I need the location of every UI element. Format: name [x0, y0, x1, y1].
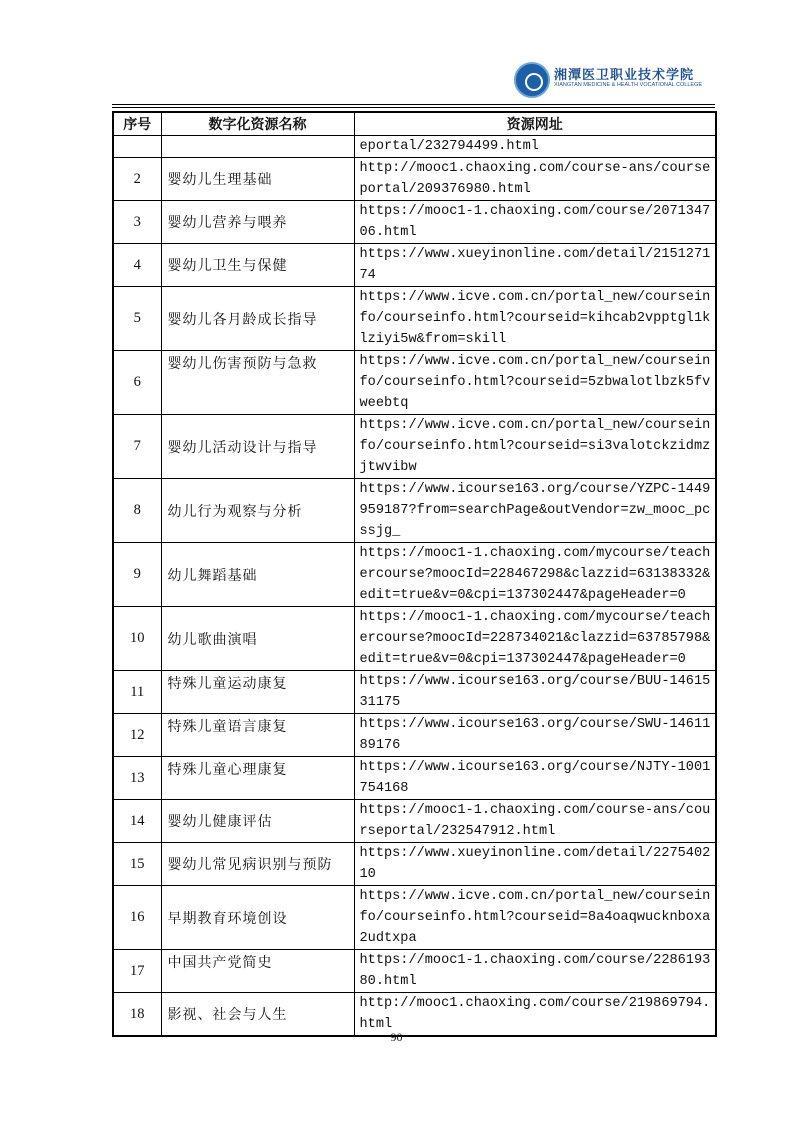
row-resource-name: 幼儿行为观察与分析 [161, 479, 354, 543]
table-row [113, 800, 716, 843]
college-name-en: XIANGTAN MEDICINE & HEALTH VOCATIONAL COLLEGE [554, 82, 703, 88]
row-index: 7 [113, 415, 161, 479]
row-resource-url: https://www.xueyinonline.com/detail/215127174 [354, 244, 716, 287]
row-resource-url: https://mooc1-1.chaoxing.com/mycourse/teachercourse?moocId=228467298&clazzid=63138332&edit=true&v=0&cpi=137302447&pageHeader=0 [354, 543, 716, 607]
row-resource-name: 幼儿歌曲演唱 [161, 607, 354, 671]
row-resource-url: eportal/232794499.html [354, 136, 716, 158]
table-row [113, 351, 716, 415]
row-resource-url: https://www.xueyinonline.com/detail/227540210 [354, 843, 716, 886]
row-resource-url: https://mooc1-1.chaoxing.com/course/207134706.html [354, 201, 716, 244]
row-resource-name: 幼儿舞蹈基础 [161, 543, 354, 607]
college-emblem-icon [514, 62, 550, 98]
row-index: 12 [113, 714, 161, 757]
row-resource-name: 婴幼儿活动设计与指导 [161, 415, 354, 479]
row-resource-name: 特殊儿童语言康复 [161, 714, 354, 757]
row-index: 18 [113, 993, 161, 1037]
table-row [113, 158, 716, 201]
row-resource-url: https://www.icourse163.org/course/NJTY-1001754168 [354, 757, 716, 800]
row-resource-url: https://www.icve.com.cn/portal_new/courseinfo/courseinfo.html?courseid=kihcab2vpptgl1klziyi5w&from=skill [354, 287, 716, 351]
row-resource-url: http://mooc1.chaoxing.com/course/219869794.html [354, 993, 716, 1037]
row-resource-name: 婴幼儿生理基础 [161, 158, 354, 201]
header-rule [112, 104, 715, 105]
row-resource-name [161, 136, 354, 158]
column-header-index: 序号 [113, 112, 161, 136]
row-index: 14 [113, 800, 161, 843]
column-header-name: 数字化资源名称 [161, 112, 354, 136]
table-row [113, 287, 716, 351]
resource-table [112, 111, 717, 1037]
row-resource-url: https://www.icve.com.cn/portal_new/courseinfo/courseinfo.html?courseid=8a4oaqwucknboxa2udtxpa [354, 886, 716, 950]
row-resource-name: 婴幼儿各月龄成长指导 [161, 287, 354, 351]
college-logo [514, 60, 703, 100]
row-resource-url: https://www.icourse163.org/course/BUU-1461531175 [354, 671, 716, 714]
table-row [113, 671, 716, 714]
row-index: 10 [113, 607, 161, 671]
table-row [113, 607, 716, 671]
row-index: 17 [113, 950, 161, 993]
table-row [113, 543, 716, 607]
row-index: 9 [113, 543, 161, 607]
row-index: 8 [113, 479, 161, 543]
row-resource-url: https://www.icourse163.org/course/SWU-1461189176 [354, 714, 716, 757]
row-index: 11 [113, 671, 161, 714]
row-index: 16 [113, 886, 161, 950]
row-resource-url: https://www.icourse163.org/course/YZPC-1449959187?from=searchPage&outVendor=zw_mooc_pcssjg_ [354, 479, 716, 543]
row-resource-url: https://www.icve.com.cn/portal_new/courseinfo/courseinfo.html?courseid=si3valotckzidmzjtwvibw [354, 415, 716, 479]
column-header-url: 资源网址 [354, 112, 716, 136]
row-index [113, 136, 161, 158]
table-row [113, 415, 716, 479]
row-resource-url: http://mooc1.chaoxing.com/course-ans/courseportal/209376980.html [354, 158, 716, 201]
row-resource-name: 婴幼儿健康评估 [161, 800, 354, 843]
row-index: 2 [113, 158, 161, 201]
row-resource-name: 早期教育环境创设 [161, 886, 354, 950]
row-resource-name: 婴幼儿营养与喂养 [161, 201, 354, 244]
row-resource-name: 特殊儿童心理康复 [161, 757, 354, 800]
row-resource-name: 影视、社会与人生 [161, 993, 354, 1037]
table-row [113, 479, 716, 543]
row-index: 3 [113, 201, 161, 244]
table-row [113, 886, 716, 950]
row-resource-url: https://mooc1-1.chaoxing.com/course-ans/courseportal/232547912.html [354, 800, 716, 843]
table-row [113, 843, 716, 886]
table-header-row [113, 112, 716, 136]
row-resource-name: 婴幼儿伤害预防与急救 [161, 351, 354, 415]
table-row [113, 714, 716, 757]
row-index: 4 [113, 244, 161, 287]
row-resource-name: 婴幼儿卫生与保健 [161, 244, 354, 287]
row-resource-name: 中国共产党简史 [161, 950, 354, 993]
row-resource-url: https://mooc1-1.chaoxing.com/mycourse/teachercourse?moocId=228734021&clazzid=63785798&edit=true&v=0&cpi=137302447&pageHeader=0 [354, 607, 716, 671]
row-index: 13 [113, 757, 161, 800]
row-resource-url: https://www.icve.com.cn/portal_new/courseinfo/courseinfo.html?courseid=5zbwalotlbzk5fvweebtq [354, 351, 716, 415]
page-number: 90 [390, 1030, 403, 1044]
header-rule-secondary [112, 107, 715, 108]
table-row-continuation [113, 136, 716, 158]
row-index: 15 [113, 843, 161, 886]
college-name-cn: 湘潭医卫职业技术学院 [554, 68, 695, 83]
row-index: 6 [113, 351, 161, 415]
row-resource-name: 特殊儿童运动康复 [161, 671, 354, 714]
table-row [113, 950, 716, 993]
row-resource-name: 婴幼儿常见病识别与预防 [161, 843, 354, 886]
table-row [113, 757, 716, 800]
table-row [113, 201, 716, 244]
row-resource-url: https://mooc1-1.chaoxing.com/course/228619380.html [354, 950, 716, 993]
row-index: 5 [113, 287, 161, 351]
table-row [113, 244, 716, 287]
